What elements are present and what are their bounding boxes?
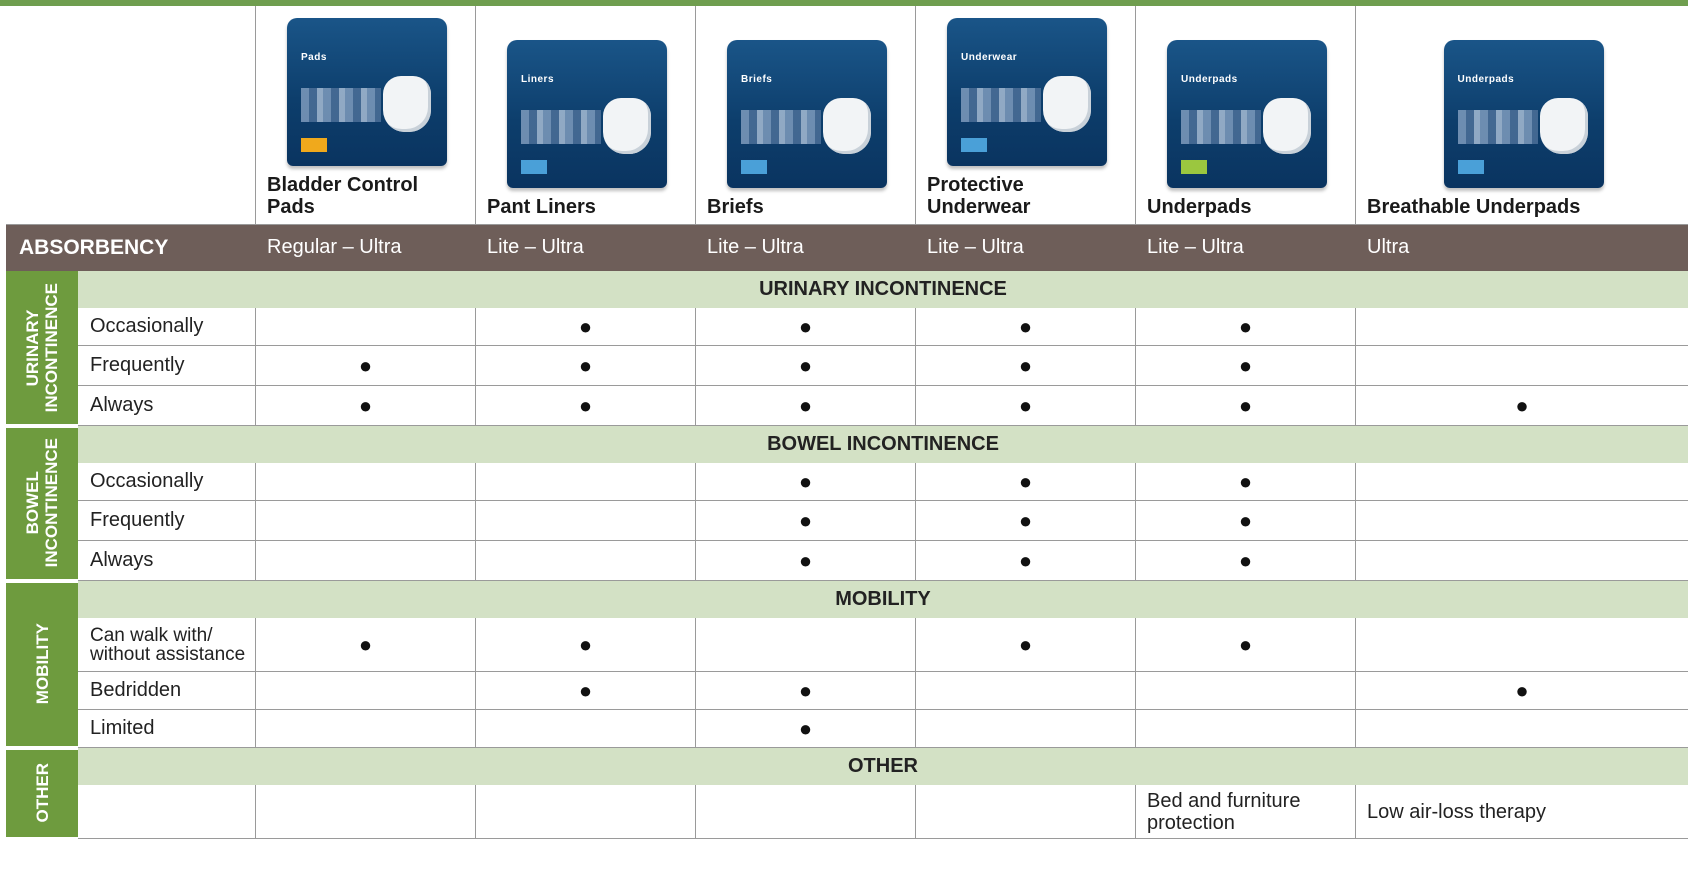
table-cell — [1356, 346, 1688, 386]
table-row — [7, 618, 1688, 672]
table-cell — [1136, 501, 1356, 541]
row-label — [78, 785, 256, 839]
table-cell — [1136, 618, 1356, 672]
table-cell — [1136, 346, 1356, 386]
absorbency-value: Lite – Ultra — [476, 225, 696, 271]
bullet-mark: ● — [798, 677, 813, 703]
table-cell — [256, 346, 476, 386]
table-row — [7, 785, 1688, 839]
bullet-mark: ● — [578, 352, 593, 378]
table-cell — [256, 541, 476, 581]
absorbency-row — [7, 225, 1688, 271]
table-row — [7, 710, 1688, 748]
package-label: Underpads — [1457, 74, 1515, 85]
package-label: Underwear — [961, 52, 1018, 63]
bullet-mark: ● — [798, 392, 813, 418]
section-header-row — [7, 426, 1688, 463]
row-label: Frequently — [78, 501, 256, 541]
table-cell — [1356, 463, 1688, 501]
table-cell — [696, 308, 916, 346]
table-cell — [916, 785, 1136, 839]
product-illustration — [823, 98, 871, 154]
package-blurred-graphic — [1458, 110, 1538, 144]
table-row — [7, 672, 1688, 710]
row-label: Can walk with/ without assistance — [78, 618, 256, 672]
table-row — [7, 386, 1688, 426]
bullet-mark: ● — [358, 631, 373, 657]
size-tag — [1181, 160, 1207, 174]
table-cell — [696, 785, 916, 839]
package-label: Liners — [521, 74, 555, 85]
table-cell — [696, 346, 916, 386]
table-cell — [256, 463, 476, 501]
package-label: Underpads — [1181, 74, 1238, 85]
table-cell — [916, 346, 1136, 386]
table-row — [7, 541, 1688, 581]
table-cell — [1136, 463, 1356, 501]
section-header-row — [7, 581, 1688, 618]
package-label: Briefs — [741, 74, 773, 85]
bullet-mark: ● — [798, 313, 813, 339]
table-cell — [916, 463, 1136, 501]
table-cell — [1136, 710, 1356, 748]
table-cell — [476, 308, 696, 346]
section-header: MOBILITY — [78, 581, 1688, 618]
product-header-1 — [256, 6, 476, 225]
bullet-mark: ● — [1238, 631, 1253, 657]
table-cell — [916, 501, 1136, 541]
bullet-mark: ● — [798, 468, 813, 494]
table-cell — [1136, 308, 1356, 346]
table-cell — [696, 710, 916, 748]
product-header-3 — [696, 6, 916, 225]
bullet-mark: ● — [578, 677, 593, 703]
bullet-mark: ● — [578, 631, 593, 657]
absorbency-value: Lite – Ultra — [696, 225, 916, 271]
package-blurred-graphic — [741, 110, 821, 144]
product-name: Breathable Underpads — [1367, 196, 1581, 218]
absorbency-value: Lite – Ultra — [1136, 225, 1356, 271]
table-cell — [696, 501, 916, 541]
bullet-mark: ● — [1018, 313, 1033, 339]
package-label: Pads — [301, 52, 327, 63]
bullet-mark: ● — [1238, 313, 1253, 339]
section-side-label — [7, 426, 78, 581]
absorbency-label: ABSORBENCY — [7, 225, 256, 271]
table-row — [7, 346, 1688, 386]
table-cell — [916, 710, 1136, 748]
bullet-mark: ● — [1018, 352, 1033, 378]
table-cell — [916, 672, 1136, 710]
bullet-mark: ● — [1018, 468, 1033, 494]
size-tag — [1458, 160, 1484, 174]
product-package-image — [507, 40, 667, 188]
package-blurred-graphic — [961, 88, 1041, 122]
product-package-image — [727, 40, 887, 188]
bullet-mark: ● — [798, 352, 813, 378]
row-label: Limited — [78, 710, 256, 748]
package-blurred-graphic — [521, 110, 601, 144]
product-name: Pant Liners — [487, 196, 596, 218]
section-header: OTHER — [78, 748, 1688, 785]
bullet-mark: ● — [578, 313, 593, 339]
product-header-4 — [916, 6, 1136, 225]
bullet-mark: ● — [798, 547, 813, 573]
table-cell — [1136, 386, 1356, 426]
table-cell — [916, 386, 1136, 426]
product-illustration — [1043, 76, 1091, 132]
product-header-6 — [1356, 6, 1688, 225]
table-cell — [476, 672, 696, 710]
product-package-image — [1167, 40, 1327, 188]
absorbency-value: Ultra — [1356, 225, 1688, 271]
table-cell — [1136, 672, 1356, 710]
size-tag — [961, 138, 987, 152]
table-cell — [696, 672, 916, 710]
row-label: Always — [78, 386, 256, 426]
product-package-image — [287, 18, 447, 166]
product-name: Bladder Control Pads — [267, 174, 419, 218]
bullet-mark: ● — [1018, 631, 1033, 657]
bullet-mark: ● — [1515, 392, 1529, 418]
table-cell — [1356, 386, 1688, 426]
bullet-mark: ● — [1018, 547, 1033, 573]
product-header-row — [7, 6, 1688, 225]
absorbency-value: Lite – Ultra — [916, 225, 1136, 271]
table-cell: Bed and furniture protection — [1136, 785, 1356, 839]
table-cell — [476, 785, 696, 839]
bullet-mark: ● — [1238, 392, 1253, 418]
section-header: URINARY INCONTINENCE — [78, 271, 1688, 308]
table-cell — [476, 501, 696, 541]
section-header-row — [7, 271, 1688, 308]
table-cell — [696, 463, 916, 501]
table-cell — [256, 386, 476, 426]
bullet-mark: ● — [578, 392, 593, 418]
bullet-mark: ● — [1238, 547, 1253, 573]
bullet-mark: ● — [1238, 507, 1253, 533]
bullet-mark: ● — [1238, 352, 1253, 378]
section-side-label — [7, 581, 78, 748]
table-cell — [916, 618, 1136, 672]
bullet-mark: ● — [1018, 392, 1033, 418]
bullet-mark: ● — [798, 715, 813, 741]
section-side-text: OTHER — [32, 763, 52, 823]
table-cell — [1356, 541, 1688, 581]
table-cell — [1356, 710, 1688, 748]
section-header-row — [7, 748, 1688, 785]
bullet-mark: ● — [1238, 468, 1253, 494]
table-cell: Low air-loss therapy — [1356, 785, 1688, 839]
section-header: BOWEL INCONTINENCE — [78, 426, 1688, 463]
product-header-5 — [1136, 6, 1356, 225]
table-cell — [476, 346, 696, 386]
table-cell — [256, 501, 476, 541]
table-cell — [476, 618, 696, 672]
row-label: Bedridden — [78, 672, 256, 710]
product-illustration — [1263, 98, 1311, 154]
table-cell — [256, 710, 476, 748]
table-cell — [256, 785, 476, 839]
table-cell — [1356, 672, 1688, 710]
product-comparison-table — [6, 6, 1688, 841]
product-illustration — [603, 98, 651, 154]
size-tag — [521, 160, 547, 174]
table-cell — [476, 386, 696, 426]
size-tag — [301, 138, 327, 152]
absorbency-value: Regular – Ultra — [256, 225, 476, 271]
bullet-mark: ● — [358, 352, 373, 378]
table-cell — [476, 710, 696, 748]
section-side-text: BOWEL INCONTINENCE — [23, 438, 61, 568]
bullet-mark: ● — [1515, 677, 1529, 703]
product-name: Briefs — [707, 196, 764, 218]
section-side-label — [7, 271, 78, 426]
table-cell — [256, 308, 476, 346]
section-side-label — [7, 748, 78, 839]
table-cell — [476, 463, 696, 501]
bullet-mark: ● — [1018, 507, 1033, 533]
table-cell — [1356, 618, 1688, 672]
table-cell — [1356, 501, 1688, 541]
table-cell — [256, 618, 476, 672]
bullet-mark: ● — [798, 507, 813, 533]
table-cell — [256, 672, 476, 710]
bullet-mark: ● — [358, 392, 373, 418]
row-label: Always — [78, 541, 256, 581]
table-cell — [916, 308, 1136, 346]
product-package-image — [947, 18, 1107, 166]
row-label: Occasionally — [78, 308, 256, 346]
product-name: Protective Underwear — [927, 174, 1031, 218]
package-blurred-graphic — [301, 88, 381, 122]
row-label: Frequently — [78, 346, 256, 386]
table-cell — [476, 541, 696, 581]
table-cell — [916, 541, 1136, 581]
table-cell — [1136, 541, 1356, 581]
table-cell — [696, 541, 916, 581]
product-illustration — [383, 76, 431, 132]
table-row — [7, 308, 1688, 346]
package-blurred-graphic — [1181, 110, 1261, 144]
header-blank-cell — [7, 6, 256, 225]
table-cell — [696, 618, 916, 672]
table-cell — [696, 386, 916, 426]
size-tag — [741, 160, 767, 174]
table-row — [7, 501, 1688, 541]
product-package-image — [1444, 40, 1604, 188]
product-header-2 — [476, 6, 696, 225]
table-cell — [1356, 308, 1688, 346]
section-side-text: MOBILITY — [32, 623, 52, 705]
table-row — [7, 463, 1688, 501]
row-label: Occasionally — [78, 463, 256, 501]
product-illustration — [1540, 98, 1588, 154]
section-side-text: URINARY INCONTINENCE — [23, 282, 61, 412]
product-name: Underpads — [1147, 196, 1252, 218]
